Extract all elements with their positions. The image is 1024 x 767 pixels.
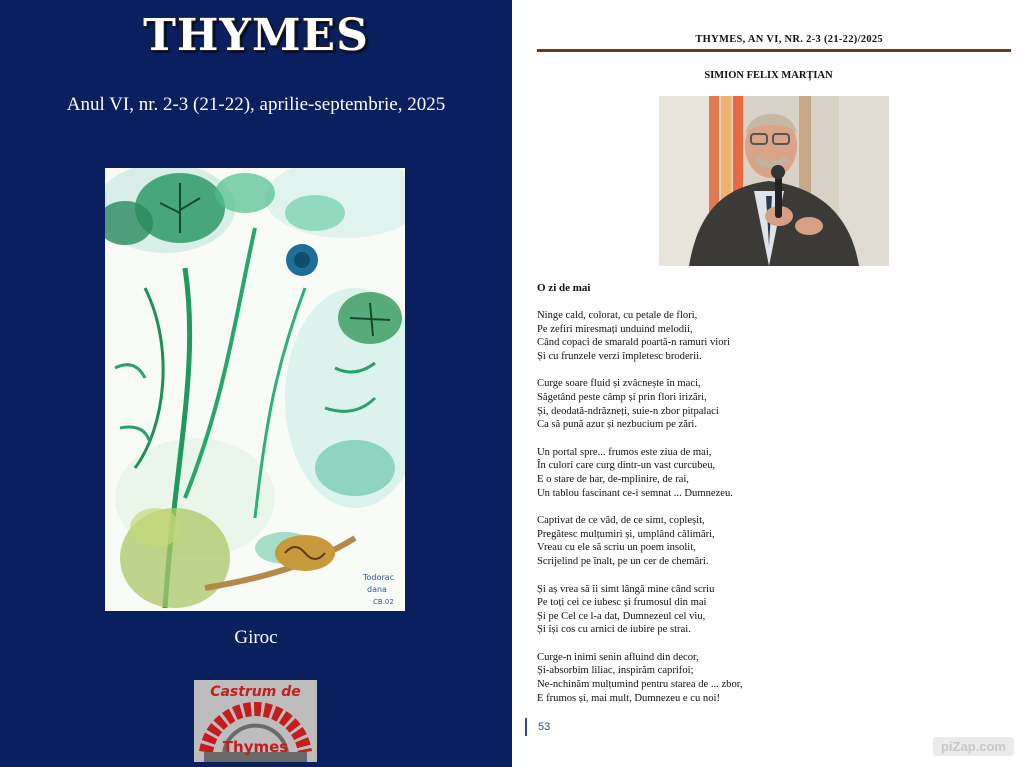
logo-text-top: Castrum de [210,684,301,700]
poem-stanza [537,309,997,363]
poem-line: Scrijelind pe înalt, pe un cer de chemări. [537,555,709,567]
author-name: SIMION FELIX MARȚIAN [704,70,833,81]
poem-body [537,309,997,719]
poem-title: O zi de mai [537,282,591,294]
poem-line: E frumos și, mai mult, Dumnezeu e cu noi! [537,692,720,704]
header-rule [537,49,1011,52]
poem-line: Vreau cu ele să scriu un poem insolit, [537,542,696,554]
poem-stanza [537,377,997,431]
poem-line: Și-absorbim liliac, inspirăm caprifoi; [537,665,694,677]
poem-line: Un portal spre... frumos este ziua de mai, [537,446,712,458]
poem-line: Pe toți cei ce iubesc și frumosul din mai [537,597,707,609]
poem-line: Ca să pună azur și nezbucium pe zări. [537,419,698,431]
poem-line: Și aș vrea să îi simt lângă mine când scriu [537,583,715,595]
poem-line: E o stare de har, de-mplinire, de rai, [537,473,689,485]
poem-stanza [537,446,997,500]
poem-line: Un tablou fascinant ce-i semnat ... Dumnezeu. [537,487,733,499]
running-head: THYMES, AN VI, NR. 2-3 (21-22)/2025 [695,34,883,45]
poem-line: Săgetând peste câmp și prin flori irizări, [537,391,707,403]
svg-text:Todorac: Todorac [363,573,394,582]
poem-line: În culori care curg dintr-un vast curcubeu, [537,460,716,472]
pizap-watermark: piZap.com [933,737,1014,756]
poem-stanza [537,514,997,568]
castrum-de-thymes-logo [194,680,317,762]
svg-text:dana: dana [367,585,387,594]
journal-page [513,0,1024,767]
author-photo [659,96,889,266]
poem-line: Și, deodată-ndrăzneți, suie-n zbor pitpalaci [537,405,719,417]
poem-stanza [537,651,997,705]
artwork-caption: Giroc [234,627,278,648]
poem-line: Pe zefiri miresmați unduind melodii, [537,323,693,335]
poem-line: Captivat de ce văd, de ce simt, copleșit, [537,515,705,527]
poem-line: Ne-nchinăm mulțumind pentru starea de ... zbor, [537,679,743,691]
poem-line: Și pe Cel ce l-a dat, Dumnezeul cel viu, [537,610,706,622]
page-number: 53 [538,721,551,733]
poem-line: Și își cos cu arnici de iubire pe strai. [537,624,691,636]
svg-text:CB.02: CB.02 [373,598,394,606]
page-number-bar [525,718,527,736]
poem-line: Pregătesc mulțumiri și, umplând călimări, [537,528,715,540]
magazine-title: THYMES [143,10,369,61]
poem-line: Curge soare fluid și zvâcnește în maci, [537,378,701,390]
cover-artwork [105,168,405,611]
poem-line: Și cu frunzele verzi împletesc broderii. [537,350,702,362]
poem-line: Curge-n inimi senin afluind din decor, [537,651,699,663]
issue-line: Anul VI, nr. 2-3 (21-22), aprilie-septembrie, 2025 [66,94,446,115]
poem-line: Ninge cald, colorat, cu petale de flori, [537,310,698,321]
poem-line: Când copaci de smarald poartă-n ramuri viori [537,337,730,349]
poem-stanza [537,583,997,637]
logo-text-bottom: Thymes [222,738,289,756]
